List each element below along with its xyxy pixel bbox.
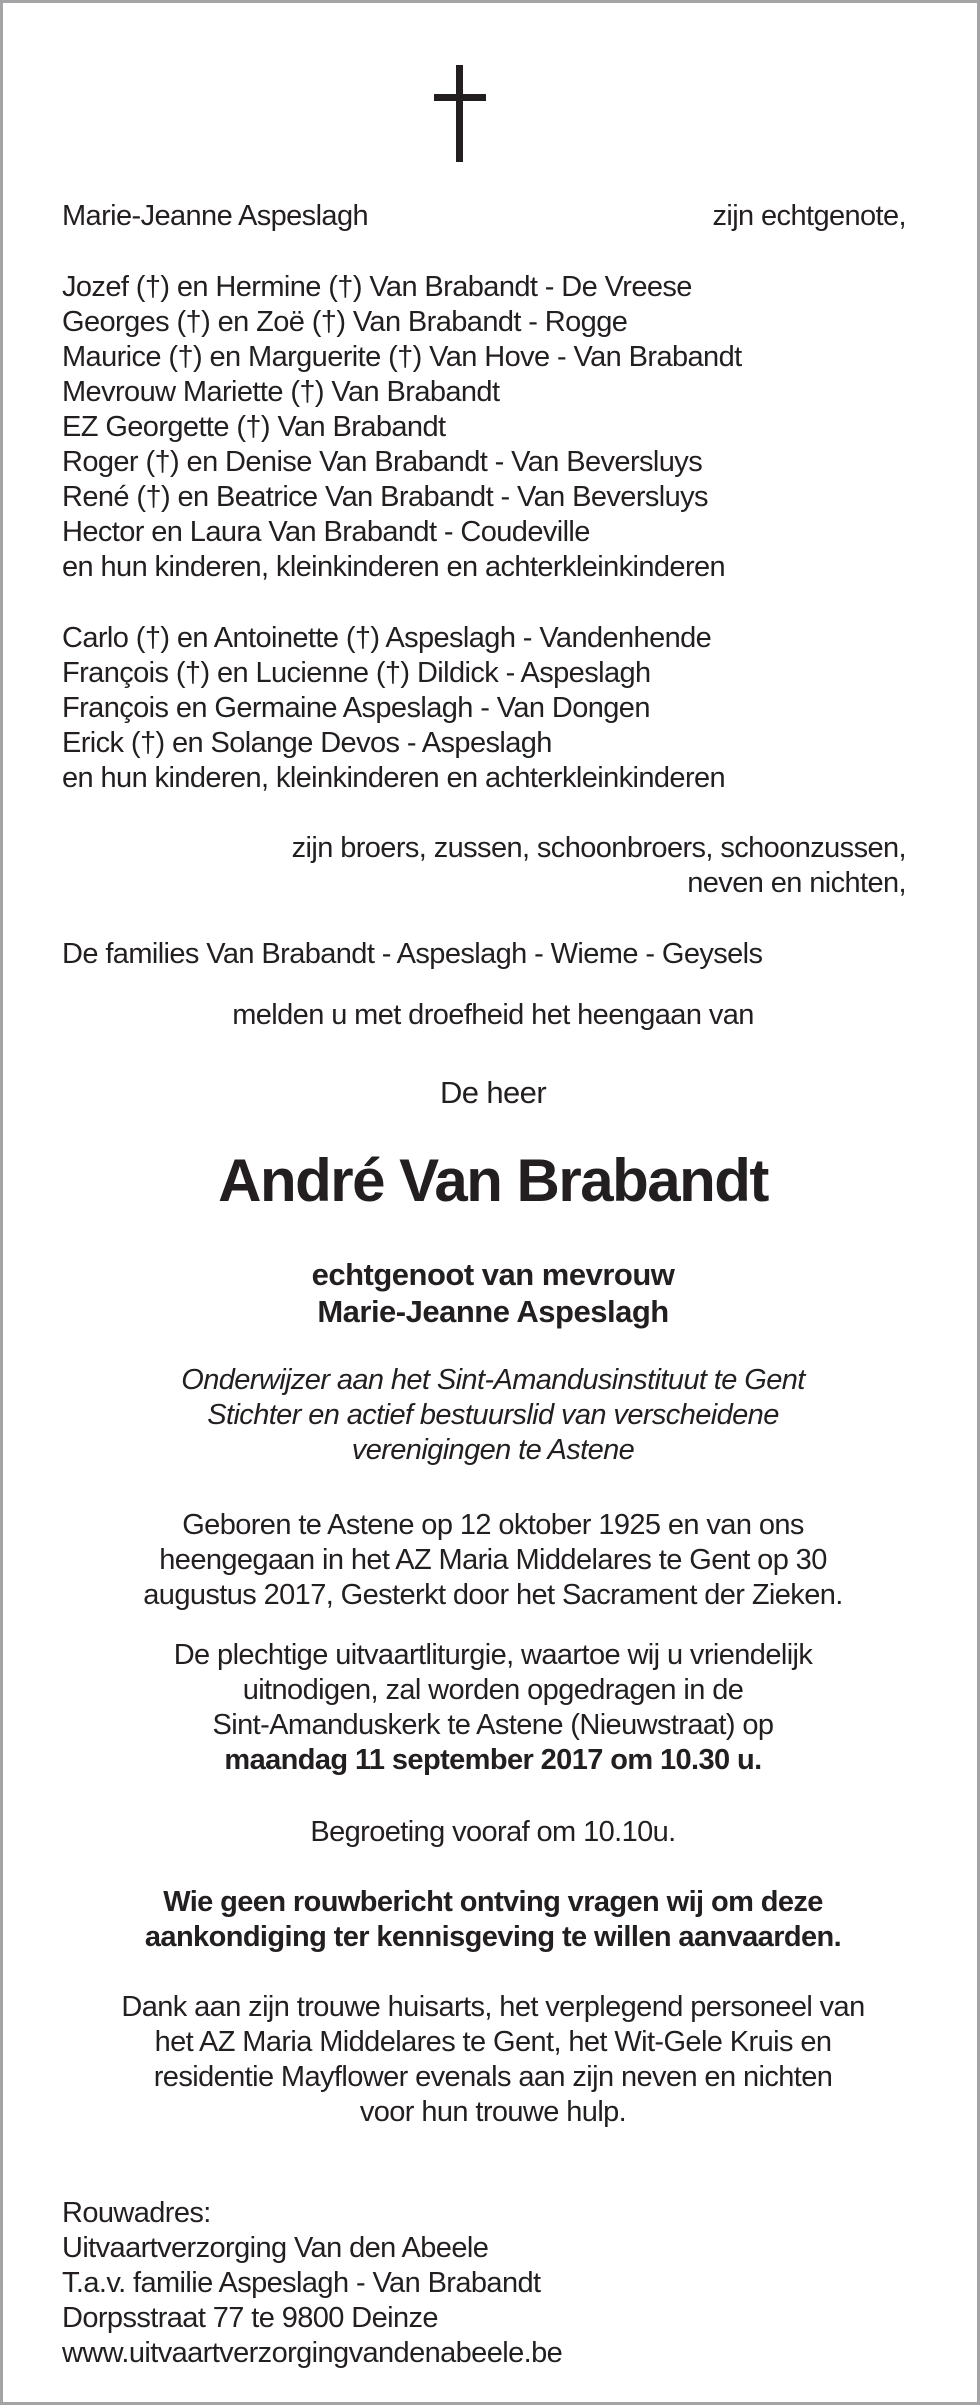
- address-line: Dorpsstraat 77 te 9800 Deinze: [62, 2302, 438, 2334]
- funeral-details: [3, 1638, 980, 1778]
- family-line: Carlo (†) en Antoinette (†) Aspeslagh - Vandenhende: [62, 622, 712, 654]
- thanks-line: residentie Mayflower evenals aan zijn neven en nichten: [153, 2061, 833, 2093]
- address-label: Rouwadres:: [62, 2197, 211, 2229]
- relations: [292, 831, 906, 901]
- address-line: T.a.v. familie Aspeslagh - Van Brabandt: [62, 2267, 541, 2299]
- relations-line: neven en nichten,: [687, 867, 906, 899]
- thanks-line: voor hun trouwe hulp.: [359, 2096, 627, 2128]
- address-line: Uitvaartverzorging Van den Abeele: [62, 2232, 489, 2264]
- family-group-1: [62, 270, 742, 585]
- birth-death: [3, 1508, 980, 1613]
- occupation: [3, 1363, 980, 1468]
- family-line: Jozef (†) en Hermine (†) Van Brabandt - De Vreese: [62, 271, 692, 303]
- occupation-line: verenigingen te Astene: [351, 1434, 635, 1466]
- deceased-name: André Van Brabandt: [218, 1147, 768, 1214]
- family-group-2: [62, 621, 725, 796]
- funeral-line: De plechtige uitvaartliturgie, waartoe wij u vriendelijk: [173, 1639, 813, 1671]
- families-line: De families Van Brabandt - Aspeslagh - Wieme - Geysels: [62, 938, 763, 970]
- spouse-role: zijn echtgenote,: [712, 200, 906, 232]
- birth-death-line: augustus 2017, Gesterkt door het Sacrament der Zieken.: [143, 1579, 843, 1611]
- title-line: De heer: [439, 1075, 547, 1110]
- website-link[interactable]: www.uitvaartverzorgingvandenabeele.be: [62, 2337, 563, 2369]
- birth-death-line: heengegaan in het AZ Maria Middelares te Gent op 30: [159, 1544, 827, 1576]
- spouse-of-line: echtgenoot van mevrouw: [311, 1257, 675, 1292]
- spouse-of: [3, 1256, 980, 1330]
- relations-line: zijn broers, zussen, schoonbroers, schoonzussen,: [291, 832, 906, 864]
- family-line: Erick (†) en Solange Devos - Aspeslagh: [62, 727, 552, 759]
- funeral-date-time: maandag 11 september 2017 om 10.30 u.: [224, 1744, 762, 1776]
- family-line: Mevrouw Mariette (†) Van Brabandt: [62, 376, 500, 408]
- family-line: François en Germaine Aspeslagh - Van Dongen: [62, 692, 650, 724]
- family-line: François (†) en Lucienne (†) Dildick - Aspeslagh: [62, 657, 651, 689]
- family-line: en hun kinderen, kleinkinderen en achterkleinkinderen: [62, 551, 726, 583]
- notice-line: aankondiging ter kennisgeving te willen aanvaarden.: [144, 1921, 842, 1953]
- funeral-line: uitnodigen, zal worden opgedragen in de: [242, 1674, 744, 1706]
- notice: [3, 1885, 980, 1955]
- family-line: Maurice (†) en Marguerite (†) Van Hove - Van Brabandt: [62, 341, 742, 373]
- announcement: melden u met droefheid het heengaan van: [232, 999, 754, 1031]
- greeting: Begroeting vooraf om 10.10u.: [310, 1816, 676, 1848]
- mourning-address: [62, 2196, 562, 2371]
- family-line: EZ Georgette (†) Van Brabandt: [62, 411, 446, 443]
- cross-icon: [434, 65, 486, 163]
- thanks: [3, 1990, 980, 2130]
- funeral-line: Sint-Amanduskerk te Astene (Nieuwstraat) op: [212, 1709, 774, 1741]
- family-line: Hector en Laura Van Brabandt - Coudeville: [62, 516, 590, 548]
- thanks-line: Dank aan zijn trouwe huisarts, het verplegend personeel van: [121, 1991, 865, 2023]
- family-line: Georges (†) en Zoë (†) Van Brabandt - Rogge: [62, 306, 628, 338]
- occupation-line: Stichter en actief bestuurslid van verscheidene: [207, 1399, 779, 1431]
- birth-death-line: Geboren te Astene op 12 oktober 1925 en van ons: [182, 1509, 804, 1541]
- notice-line: Wie geen rouwbericht ontving vragen wij om deze: [163, 1886, 823, 1918]
- spouse-of-line: Marie-Jeanne Aspeslagh: [317, 1294, 669, 1329]
- family-line: René (†) en Beatrice Van Brabandt - Van Beversluys: [62, 481, 708, 513]
- family-line: en hun kinderen, kleinkinderen en achterkleinkinderen: [62, 762, 726, 794]
- spouse-name: Marie-Jeanne Aspeslagh: [62, 200, 368, 232]
- family-line: Roger (†) en Denise Van Brabandt - Van Beversluys: [62, 446, 703, 478]
- occupation-line: Onderwijzer aan het Sint-Amandusinstituut te Gent: [181, 1364, 805, 1396]
- thanks-line: het AZ Maria Middelares te Gent, het Wit-Gele Kruis en: [154, 2026, 832, 2058]
